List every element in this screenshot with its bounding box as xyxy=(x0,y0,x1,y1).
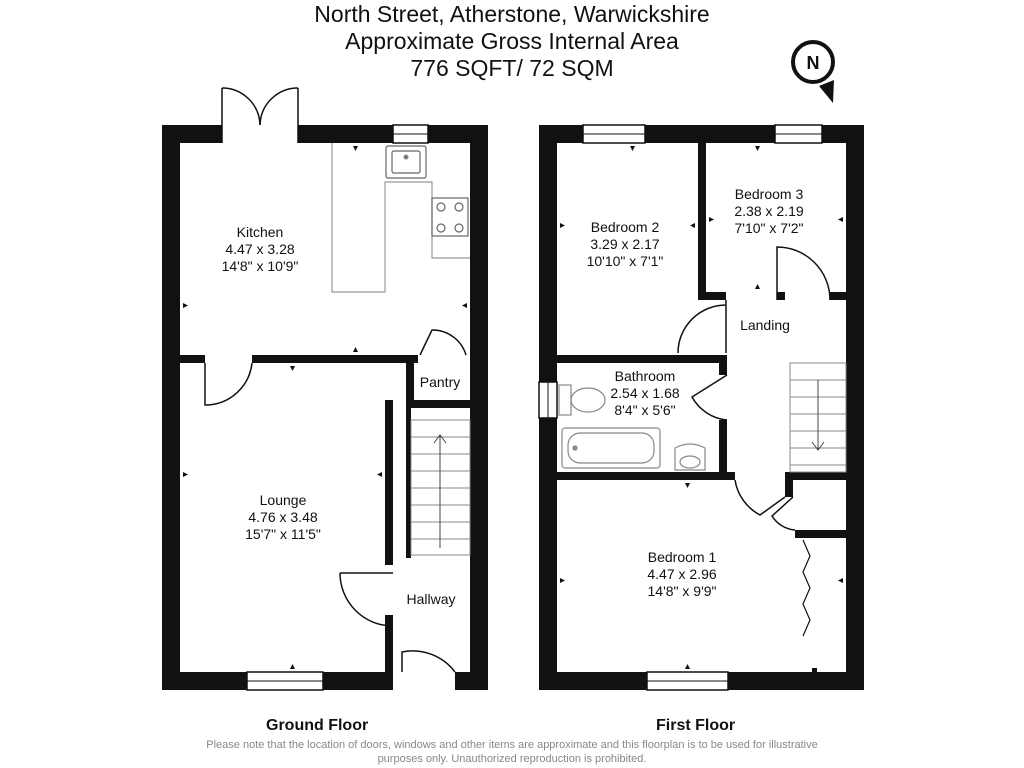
bedroom2-imperial: 10'10" x 7'1" xyxy=(586,253,664,269)
bedroom1-name: Bedroom 1 xyxy=(647,549,717,565)
wall xyxy=(406,408,411,558)
bathroom-metric: 2.54 x 1.68 xyxy=(610,385,680,401)
wall xyxy=(790,472,846,480)
bedroom1-metric: 4.47 x 2.96 xyxy=(647,566,717,582)
wall xyxy=(406,363,414,405)
door-swing xyxy=(420,330,466,355)
bedroom1-imperial: 14'8" x 9'9" xyxy=(647,583,717,599)
kitchen-metric: 4.47 x 3.28 xyxy=(225,241,295,257)
landing-name: Landing xyxy=(740,317,790,333)
wall xyxy=(455,672,488,690)
stairs xyxy=(790,363,846,472)
door-swing xyxy=(772,497,795,530)
stairs xyxy=(411,420,470,555)
disclaimer-line-1: Please note that the location of doors, windows and other items are approximate and this floorplan is to be used for illustrative xyxy=(206,739,818,751)
wall xyxy=(406,400,470,408)
compass-label: N xyxy=(806,53,820,73)
wardrobe-doors xyxy=(803,540,810,636)
kitchen-imperial: 14'8" x 10'9" xyxy=(221,258,299,274)
bedroom3-metric: 2.38 x 2.19 xyxy=(734,203,804,219)
door-swing xyxy=(735,480,785,515)
area-title: Approximate Gross Internal Area xyxy=(345,28,679,54)
disclaimer xyxy=(140,738,884,766)
ground-floor-plan xyxy=(162,88,488,690)
wall xyxy=(645,125,775,143)
address-title: North Street, Atherstone, Warwickshire xyxy=(314,1,710,27)
bedroom3-imperial: 7'10" x 7'2" xyxy=(734,220,804,236)
wall xyxy=(298,125,393,143)
pantry-name: Pantry xyxy=(419,374,461,390)
wall xyxy=(719,420,727,475)
door-swing xyxy=(692,375,727,420)
kitchen-name: Kitchen xyxy=(236,224,284,240)
wall xyxy=(728,672,864,690)
kitchen-units xyxy=(332,143,470,292)
wall xyxy=(385,400,393,565)
wall xyxy=(323,672,393,690)
wall xyxy=(795,530,846,538)
wall xyxy=(777,292,785,300)
ground-floor-label: Ground Floor xyxy=(266,717,369,734)
bathroom-name: Bathroom xyxy=(614,368,676,384)
wall xyxy=(830,292,846,300)
wall xyxy=(539,672,647,690)
wall xyxy=(785,472,793,497)
first-floor-plan xyxy=(539,125,864,690)
wall xyxy=(180,355,205,363)
bedroom2-name: Bedroom 2 xyxy=(590,219,660,235)
wall xyxy=(698,292,726,300)
lounge-imperial: 15'7" x 11'5" xyxy=(245,526,321,542)
door-swing xyxy=(402,651,455,672)
compass-icon xyxy=(793,42,834,103)
wall xyxy=(470,125,488,690)
bedroom3-name: Bedroom 3 xyxy=(734,186,804,202)
door-swing xyxy=(678,300,726,353)
wall xyxy=(846,125,864,690)
wall xyxy=(557,472,735,480)
first-floor-label: First Floor xyxy=(656,717,736,734)
wall xyxy=(557,355,727,363)
area-value: 776 SQFT/ 72 SQM xyxy=(410,55,614,81)
lounge-name: Lounge xyxy=(259,492,307,508)
wall xyxy=(162,672,247,690)
disclaimer-line-2: purposes only. Unauthorized reproduction is prohibited. xyxy=(377,753,647,765)
hallway-name: Hallway xyxy=(406,591,456,607)
door-swing xyxy=(205,363,252,405)
lounge-metric: 4.76 x 3.48 xyxy=(248,509,318,525)
french-doors xyxy=(222,88,298,143)
bedroom2-metric: 3.29 x 2.17 xyxy=(590,236,660,252)
wall xyxy=(252,355,418,363)
bathroom-imperial: 8'4" x 5'6" xyxy=(614,402,676,418)
wall xyxy=(698,143,706,300)
wall xyxy=(719,363,727,375)
wall xyxy=(162,125,180,690)
